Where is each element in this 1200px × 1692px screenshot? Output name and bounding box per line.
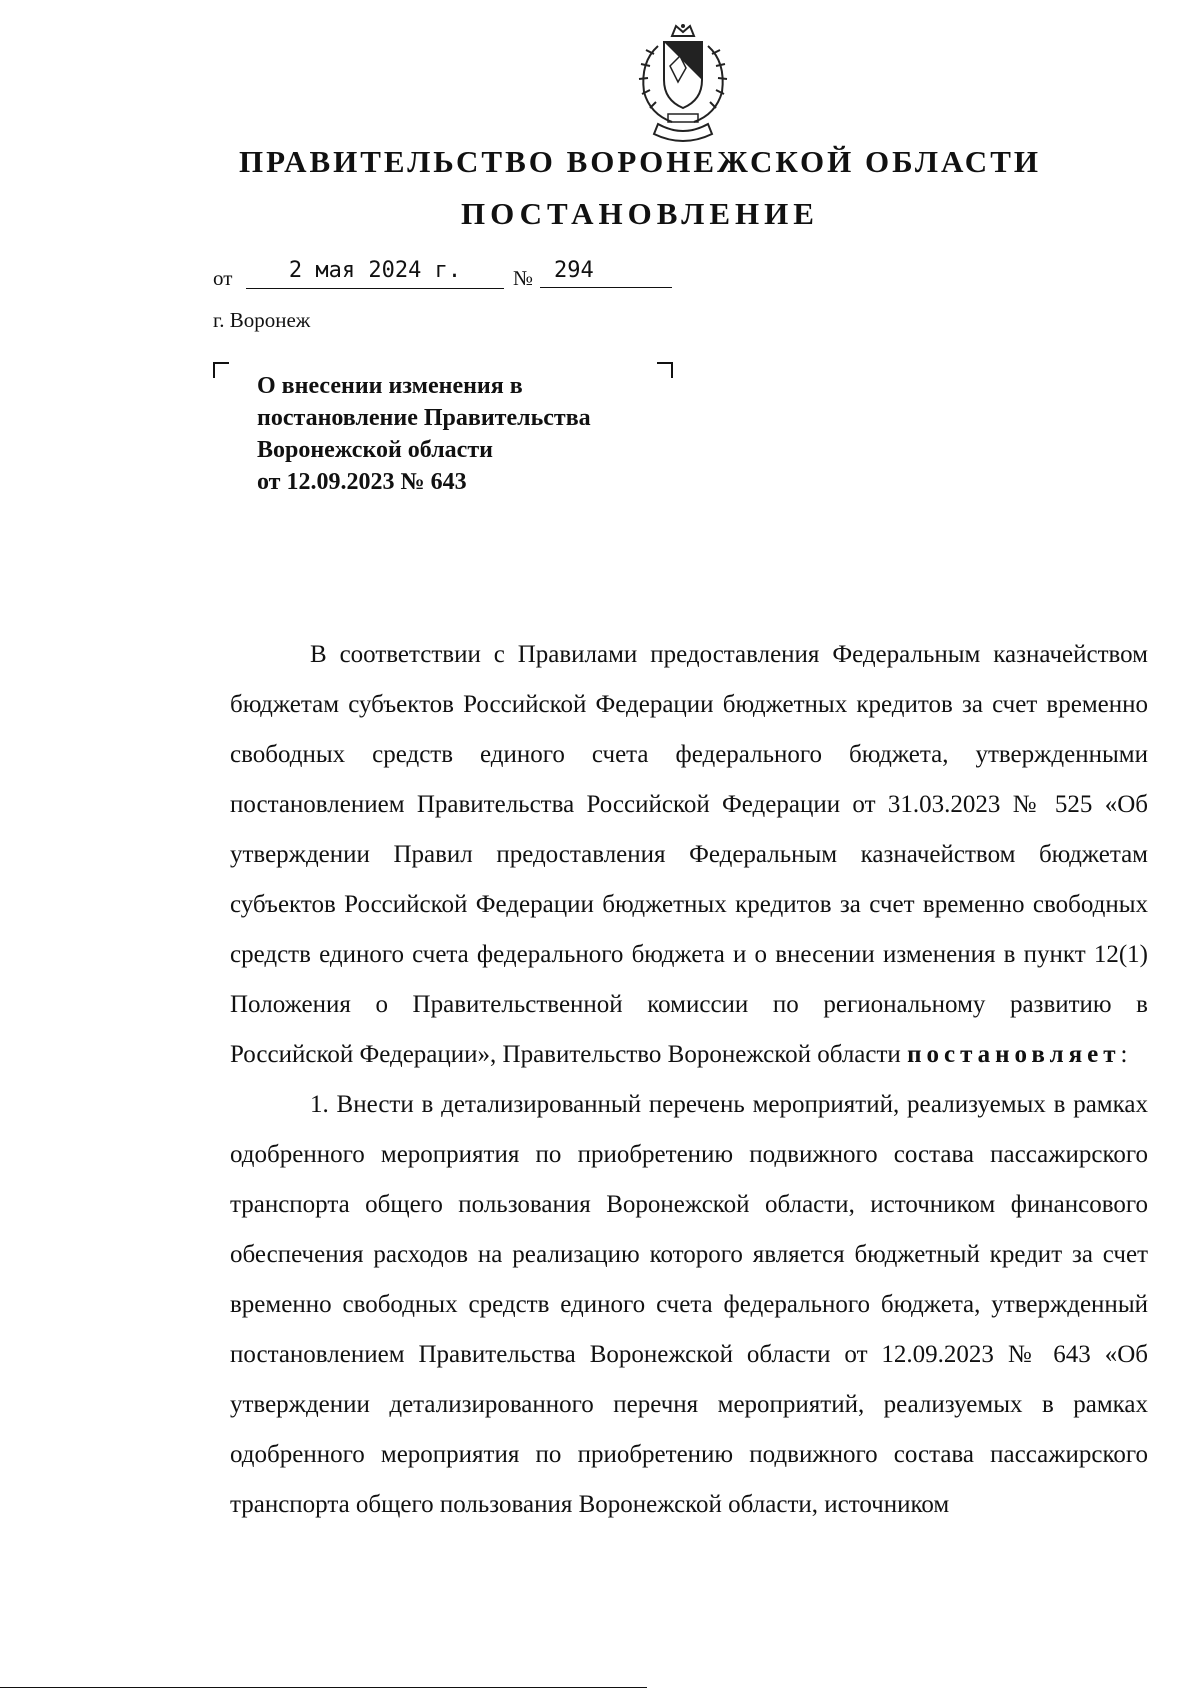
document-type: ПОСТАНОВЛЕНИЕ (461, 196, 819, 231)
resolves-verb: постановляет (907, 1041, 1121, 1068)
subject-line: постановление Правительства (257, 405, 591, 431)
preamble-text: В соответствии с Правилами предоставления Федеральным казначейством бюджетам субъектов Российской Федерации бюджетных кредитов за счет временно свободных средств единого счета федерального бюджета, утвержденными постановлением Правительства Российской Федерации от 31.03.2023 № 525 «Об утверждении Правил предоставления Федеральным казначейством бюджетам субъектов Российской Федерации бюджетных кредитов за счет временно свободных средств единого счета федерального бюджета и о внесении изменения в пункт 12(1) Положения о Правительственной комиссии по региональному развитию в Российской Федерации», Правительство Воронежской области (230, 641, 1148, 1068)
document-body (230, 630, 1148, 1530)
preamble-paragraph (230, 630, 1148, 1080)
subject-line: Воронежской области (257, 437, 493, 463)
footer-rule (0, 1687, 647, 1688)
document-subject (257, 370, 677, 498)
subject-line: О внесении изменения в (257, 373, 523, 399)
coat-of-arms-icon (628, 22, 738, 150)
government-title: ПРАВИТЕЛЬСТВО ВОРОНЕЖСКОЙ ОБЛАСТИ (239, 144, 1041, 179)
number-label: № (513, 266, 534, 290)
document-number: 294 (540, 258, 672, 288)
clause-1-paragraph: 1. Внести в детализированный перечень мероприятий, реализуемых в рамках одобренного мероприятия по приобретению подвижного состава пассажирского транспорта общего пользования Воронежской области, источником финансового обеспечения расходов на реализацию которого является бюджетный кредит за счет временно свободных средств единого счета федерального бюджета, утвержденный постановлением Правительства Воронежской области от 12.09.2023 № 643 «Об утверждении детализированного перечня мероприятий, реализуемых в рамках одобренного мероприятия по приобретению подвижного состава пассажирского транспорта общего пользования Воронежской области, источником (230, 1091, 1148, 1518)
date-label: от (213, 266, 233, 290)
subject-corner-left (213, 362, 229, 378)
document-date: 2 мая 2024 г. (246, 258, 504, 289)
subject-line: от 12.09.2023 № 643 (257, 469, 467, 495)
preamble-end: : (1120, 1041, 1128, 1068)
city-name: г. Воронеж (213, 308, 311, 332)
